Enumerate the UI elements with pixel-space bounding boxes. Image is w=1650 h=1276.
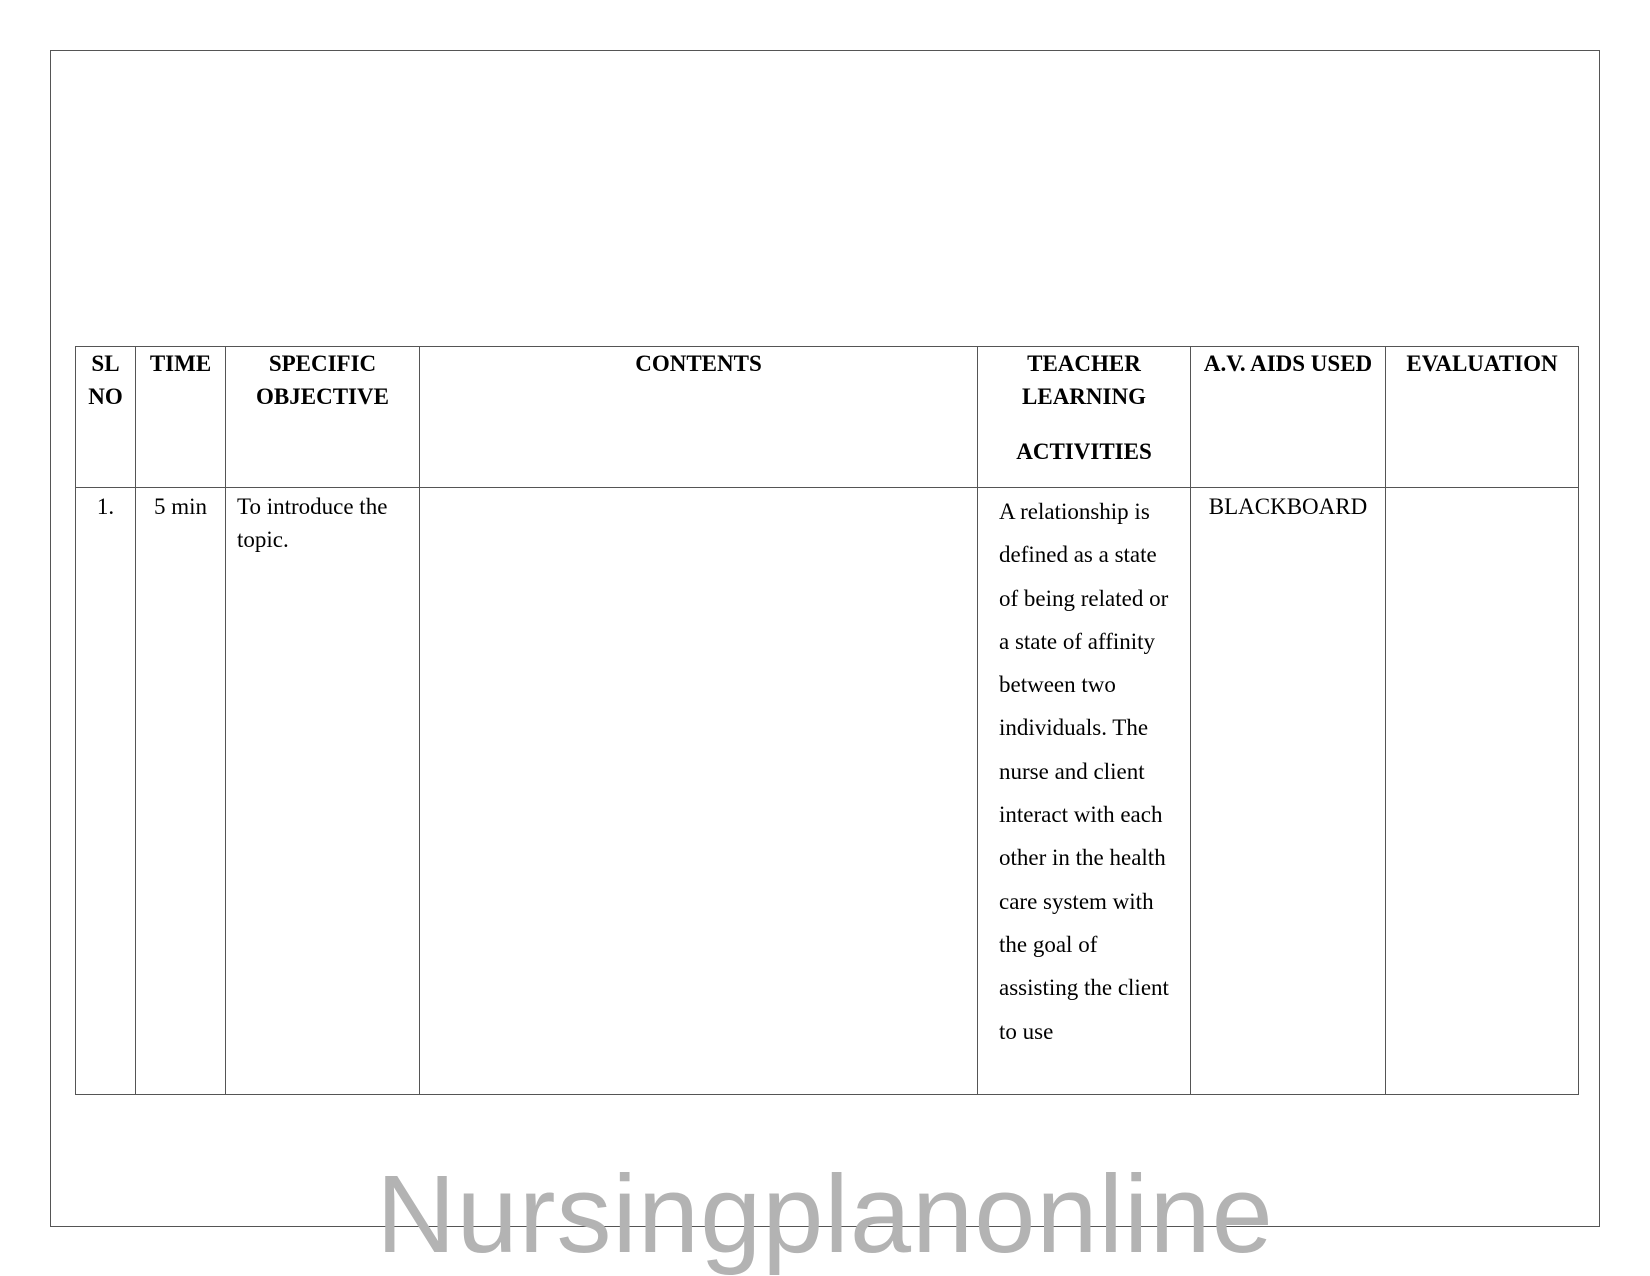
cell-av-aids: BLACKBOARD	[1191, 488, 1386, 1095]
cell-teacher-learning: A relationship is defined as a state of being related or a state of affinity between two individuals. The nurse and client interact with each other in the health care system with the goal of assisting the client to use	[978, 488, 1191, 1095]
cell-contents	[420, 488, 978, 1095]
table-row	[76, 488, 1579, 1095]
header-sl-no: SL NO	[76, 347, 136, 488]
cell-time: 5 min	[136, 488, 226, 1095]
header-av-aids: A.V. AIDS USED	[1191, 347, 1386, 488]
header-specific-objective: SPECIFIC OBJECTIVE	[226, 347, 420, 488]
cell-evaluation	[1386, 488, 1579, 1095]
watermark: Nursingplanonline	[376, 1153, 1274, 1276]
header-evaluation: EVALUATION	[1386, 347, 1579, 488]
header-contents: CONTENTS	[420, 347, 978, 488]
header-row	[76, 347, 1579, 488]
lesson-plan-table	[75, 346, 1579, 1095]
cell-specific-objective: To introduce the topic.	[226, 488, 420, 1095]
cell-sl-no: 1.	[76, 488, 136, 1095]
header-teacher-learning-activities: TEACHER LEARNING ACTIVITIES	[978, 347, 1191, 488]
header-time: TIME	[136, 347, 226, 488]
